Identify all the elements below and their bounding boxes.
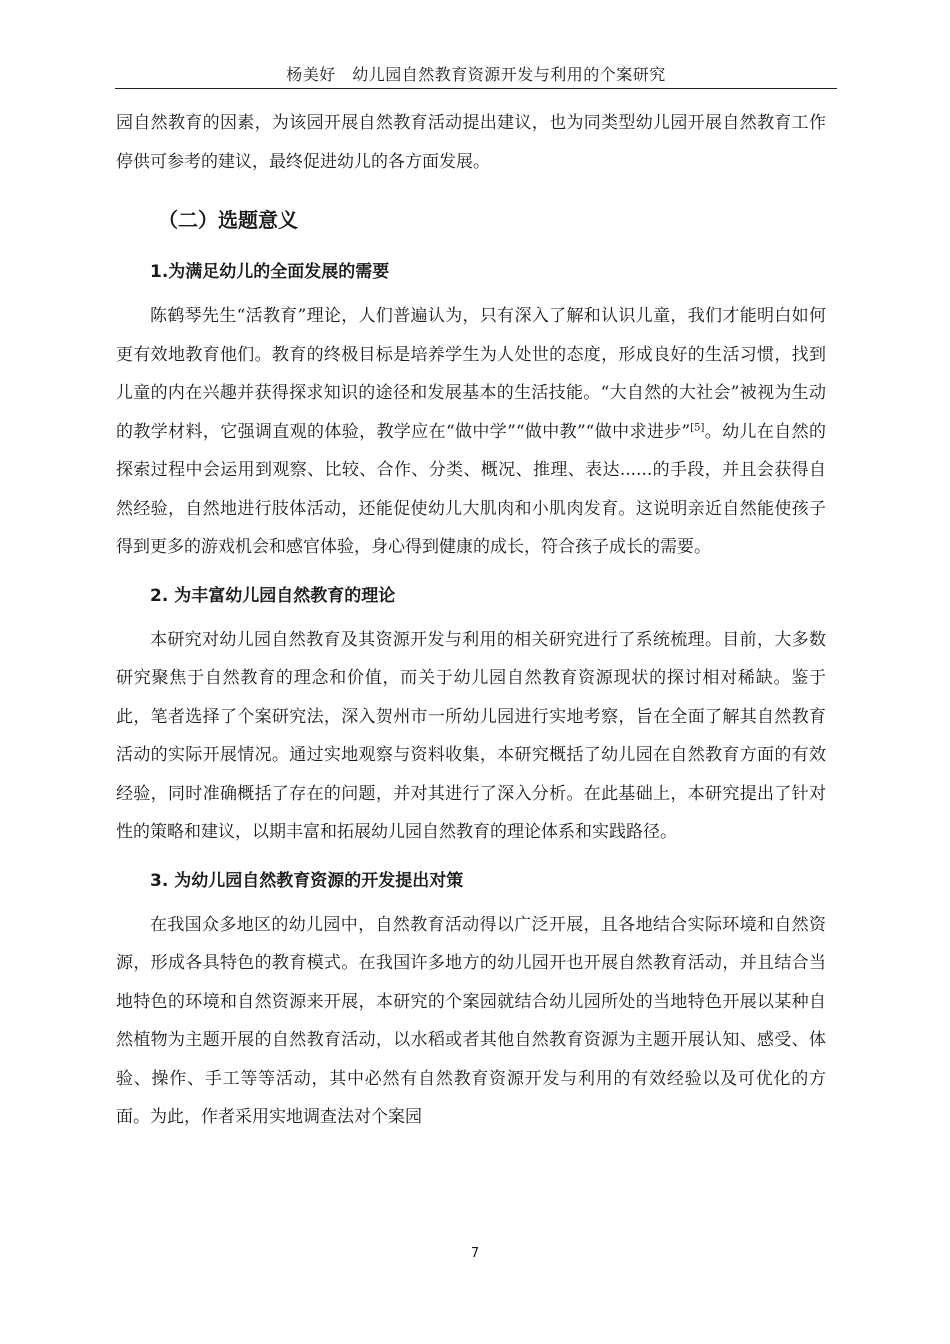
subsection-heading-2: 2. 为丰富幼儿园自然教育的理论	[150, 585, 396, 606]
subsection-heading-3: 3. 为幼儿园自然教育资源的开发提出对策	[150, 870, 464, 891]
header-rule	[115, 88, 837, 89]
paragraph-3: 在我国众多地区的幼儿园中，自然教育活动得以广泛开展，且各地结合实际环境和自然资源，形成各具特色的教育模式。在我国许多地方的幼儿园开也开展自然教育活动，并且结合当地特色的环境和自然资源来开展，本研究的个案园就结合幼儿园所处的当地特色开展以某种自然植物为主题开展的自然教育活动，以水稻或者其他自然教育资源为主题开展认知、感受、体验、操作、手工等等活动，其中必然有自然教育资源开发与利用的有效经验以及可优化的方面。为此，作者采用实地调查法对个案园	[116, 914, 826, 1127]
paragraph-1-text-b: 。幼儿在自然的探索过程中会运用到观察、比较、合作、分类、概况、推理、表达......的手段，并且会获得自然经验，自然地进行肢体活动，还能促使幼儿大肌肉和小肌肉发育。这说明亲近自然能使孩子得到更多的游戏机会和感官体验，身心得到健康的成长，符合孩子成长的需要。	[116, 421, 826, 557]
paragraph-1	[116, 297, 826, 567]
paragraph-1-text-a: 陈鹤琴先生“活教育”理论，人们普遍认为，只有深入了解和认识儿童，我们才能明白如何更有效地教育他们。教育的终极目标是培养学生为人处世的态度，形成良好的生活习惯，找到儿童的内在兴趣并获得探求知识的途径和发展基本的生活技能。“大自然的大社会”被视为生动的教学材料，它强调直观的体验，教学应在“做中学”“做中教”“做中求进步”	[116, 306, 826, 442]
intro-paragraph: 园自然教育的因素，为该园开展自然教育活动提出建议，也为同类型幼儿园开展自然教育工作停供可参考的建议，最终促进幼儿的各方面发展。	[116, 113, 826, 172]
paragraph-2: 本研究对幼儿园自然教育及其资源开发与利用的相关研究进行了系统梳理。目前，大多数研究聚焦于自然教育的理念和价值，而关于幼儿园自然教育资源现状的探讨相对稀缺。鉴于此，笔者选择了个案研究法，深入贺州市一所幼儿园进行实地考察，旨在全面了解其自然教育活动的实际开展情况。通过实地观察与资料收集，本研究概括了幼儿园在自然教育方面的有效经验，同时准确概括了存在的问题，并对其进行了深入分析。在此基础上，本研究提出了针对性的策略和建议，以期丰富和拓展幼儿园自然教育的理论体系和实践路径。	[116, 629, 826, 842]
section-heading: （二）选题意义	[158, 208, 298, 232]
citation-ref: [5]	[690, 421, 705, 433]
page-number: 7	[470, 1246, 480, 1261]
running-header: 杨美好 幼儿园自然教育资源开发与利用的个案研究	[286, 65, 666, 84]
body-text	[116, 104, 826, 1137]
subsection-heading-1: 1.为满足幼儿的全面发展的需要	[150, 262, 390, 282]
